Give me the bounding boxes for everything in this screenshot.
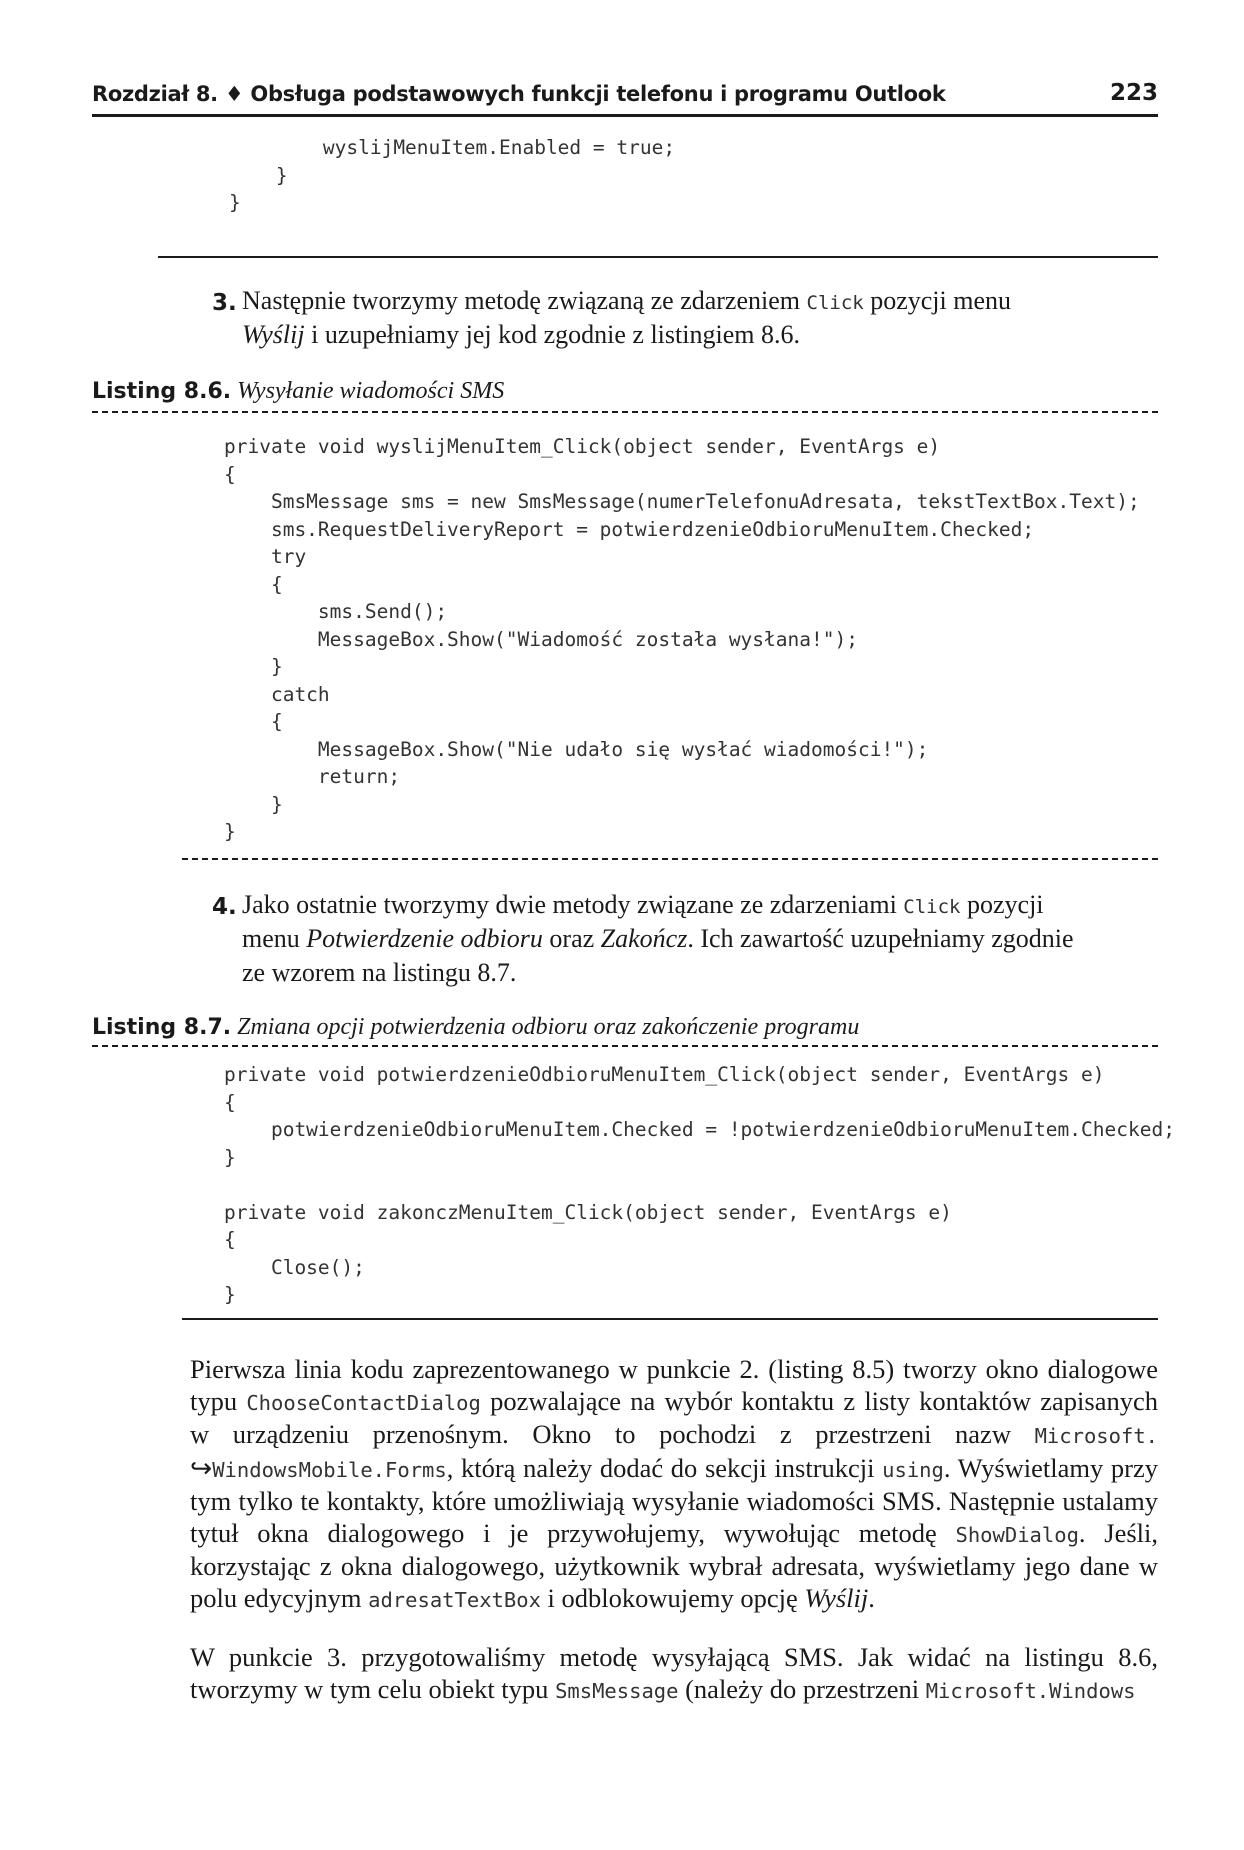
listing-8-6-code: private void wyslijMenuItem_Click(object sender, EventArgs e) { SmsMessage sms = new SmsMessage(numerTelefonuAdresata, tekstTextBox.Text); sms.RequestDeliveryReport = potwierdzenieOdbioruMenuItem.Checked; try { sms.Send(); MessageBox.Show("Wiadomość została wysłana!"); } catch { MessageBox.Show("Nie udało się wysłać wiadomości!"); return; } } <box>224 435 1140 843</box>
listing-start-rule <box>92 1045 1158 1047</box>
listing-title: Zmiana opcji potwierdzenia odbioru oraz zakończenie programu <box>237 1014 860 1040</box>
inline-code: using <box>882 1457 944 1482</box>
inline-code: Microsoft. <box>1034 1424 1158 1448</box>
listing-label: Listing 8.7. <box>92 1015 232 1040</box>
text-run: Pierwsza linia kodu zaprezentowanego w punkcie 2. (listing 8.5) tworzy okno dialogowe typu <box>190 1354 1158 1416</box>
step-text-line-3: ze wzorem na listingu 8.7. <box>242 958 517 987</box>
listing-8-7-caption <box>92 1014 1158 1041</box>
menu-name: Wyślij <box>242 320 305 349</box>
text-run: (należy do przestrzeni <box>678 1673 926 1704</box>
listing-start-rule <box>92 411 1158 413</box>
listing-title: Wysyłanie wiadomości SMS <box>237 378 505 404</box>
step-text-line-1 <box>242 888 1044 924</box>
inline-code: ShowDialog <box>955 1522 1079 1547</box>
text-run: menu <box>242 924 307 953</box>
page-number: 223 <box>1109 80 1158 106</box>
listing-end-rule <box>182 858 1158 860</box>
code-block-continued: wyslijMenuItem.Enabled = true; } } <box>228 136 676 214</box>
running-header <box>92 74 1158 117</box>
body-paragraph-1 <box>190 1354 1158 1616</box>
text-run: . Wyświetlamy przy tym tylko te kontakty, które umożliwiają wysyłanie wiadomości SMS. Następnie ustalamy tytuł okna dialogowego i je przywołujemy, wywołując metodę <box>190 1452 1158 1548</box>
step-number: 3. <box>212 290 237 316</box>
listing-8-7-code: private void potwierdzenieOdbioruMenuItem_Click(object sender, EventArgs e) { potwierdzenieOdbioruMenuItem.Checked = !potwierdzenieOdbioruMenuItem.Checked; } private void zakonczMenuItem_Click(object sender, EventArgs e) { Close(); } <box>224 1063 1175 1306</box>
listing-end-rule <box>158 256 1158 258</box>
listing-label: Listing 8.6. <box>92 379 232 404</box>
listing-end-rule <box>182 1318 1158 1320</box>
step-text-line-2 <box>242 922 1074 956</box>
inline-code: ChooseContactDialog <box>246 1390 481 1415</box>
text-run: . Ich zawartość uzupełniamy zgodnie <box>687 924 1074 953</box>
chapter-title: Rozdział 8. ♦ Obsługa podstawowych funkcji telefonu i programu Outlook <box>92 82 946 106</box>
text-run: pozwalające na wybór kontaktu z listy kontaktów zapisanych w urządzeniu przenośnym. Okno to pochodzi z przestrzeni nazw <box>190 1385 1158 1449</box>
inline-code: WindowsMobile.Forms <box>212 1457 447 1482</box>
inline-code: Click <box>806 292 864 314</box>
text-run: Jako ostatnie tworzymy dwie metody związane ze zdarzeniami <box>242 890 904 919</box>
text-run: . Jeśli, korzystając z okna dialogowego, użytkownik wybrał adresata, wyświetlamy jego dane w polu edycyjnym <box>190 1517 1158 1613</box>
menu-name: Zakończ <box>600 924 688 953</box>
line-continuation-arrow-icon: ↪ <box>190 1452 213 1483</box>
inline-code: Microsoft.Windows <box>925 1678 1136 1703</box>
text-run: pozycji <box>960 890 1044 919</box>
text-run: W punkcie 3. przygotowaliśmy metodę wysyłającą SMS. Jak widać na listingu 8.6, tworzymy w tym celu obiekt typu <box>190 1642 1158 1704</box>
step-3 <box>188 284 1158 354</box>
inline-code: SmsMessage <box>555 1678 679 1703</box>
text-run: , którą należy dodać do sekcji instrukcji <box>446 1452 883 1483</box>
text-run: pozycji menu <box>863 286 1011 315</box>
step-4 <box>188 888 1158 992</box>
text-run: . <box>868 1582 875 1613</box>
listing-8-6-caption <box>92 378 1158 405</box>
text-run: Następnie tworzymy metodę związaną ze zdarzeniem <box>242 286 807 315</box>
body-paragraph-2 <box>190 1642 1158 1707</box>
step-text-line-1 <box>242 284 1011 320</box>
text-run: oraz <box>542 924 601 953</box>
step-text-line-2 <box>242 318 800 352</box>
step-number: 4. <box>212 894 237 920</box>
menu-name: Wyślij <box>804 1582 869 1613</box>
menu-name: Potwierdzenie odbioru <box>306 924 543 953</box>
inline-code: Click <box>903 896 961 918</box>
text-run: i odblokowujemy opcję <box>540 1582 805 1613</box>
text-run: i uzupełniamy jej kod zgodnie z listingiem 8.6. <box>304 320 800 349</box>
inline-code: adresatTextBox <box>368 1587 541 1612</box>
